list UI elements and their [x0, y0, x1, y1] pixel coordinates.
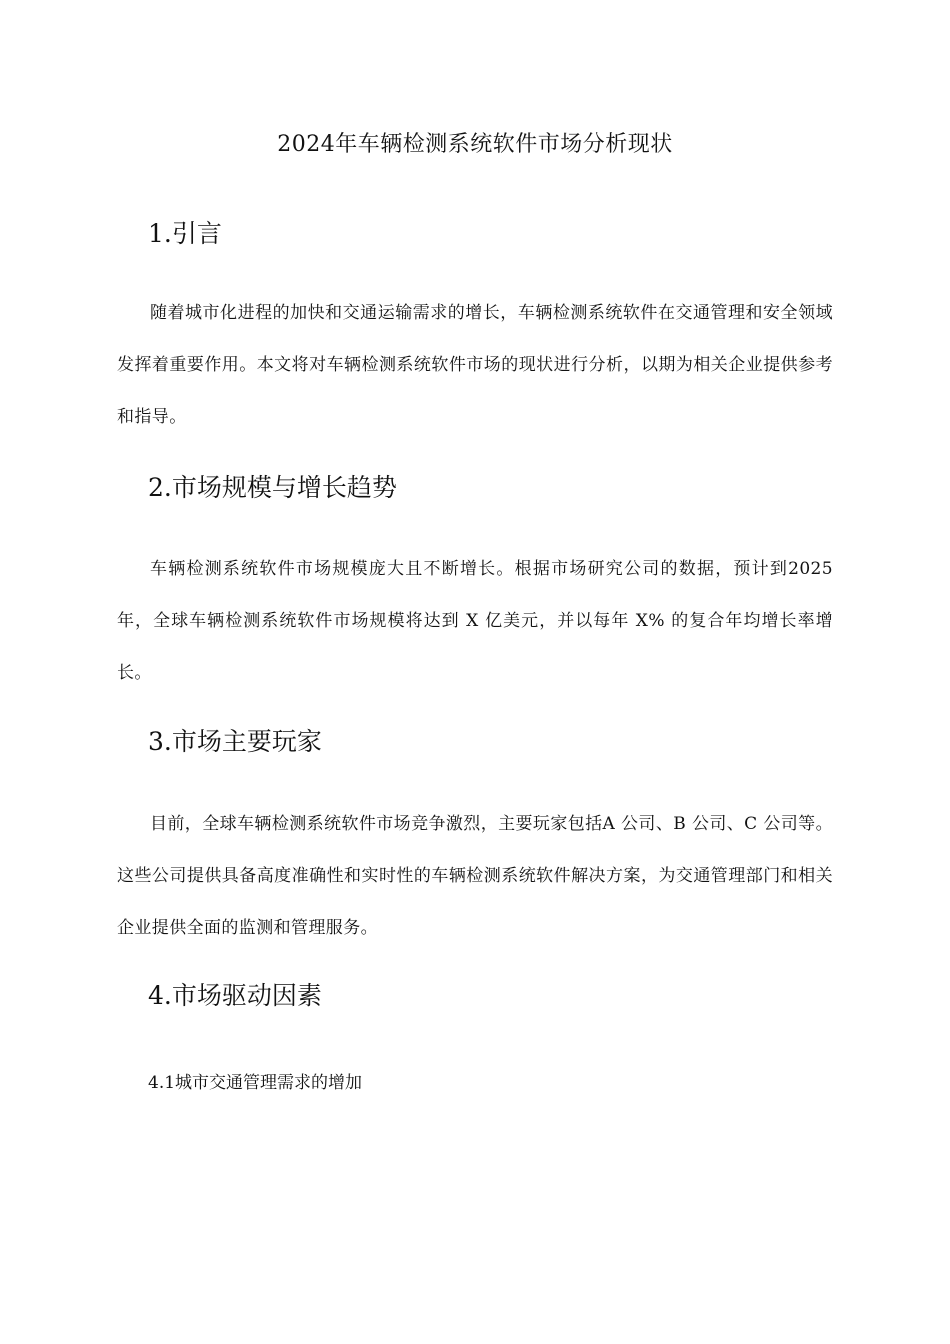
section-heading-major-players: 3.市场主要玩家: [148, 727, 322, 756]
subsection-heading-urban-traffic: 4.1城市交通管理需求的增加: [148, 1073, 363, 1093]
section-paragraph-market-size: 车辆检测系统软件市场规模庞大且不断增长。根据市场研究公司的数据，预计到2025 年，全球车辆检测系统软件市场规模将达到 X 亿美元，并以每年 X% 的复合年均增长率增长。: [117, 559, 833, 683]
section-paragraph-major-players: 目前，全球车辆检测系统软件市场竞争激烈，主要玩家包括A 公司、B 公司、C 公司等。这些公司提供具备高度准确性和实时性的车辆检测系统软件解决方案，为交通管理部门和相关企业提供全面的监测和管理服务。: [117, 814, 833, 938]
section-heading-market-drivers: 4.市场驱动因素: [148, 981, 322, 1010]
section-heading-market-size: 2.市场规模与增长趋势: [148, 473, 397, 502]
section-paragraph-introduction: 随着城市化进程的加快和交通运输需求的增长，车辆检测系统软件在交通管理和安全领域发挥着重要作用。本文将对车辆检测系统软件市场的现状进行分析，以期为相关企业提供参考和指导。: [117, 303, 833, 427]
section-heading-introduction: 1.引言: [148, 219, 222, 248]
document-title: 2024年车辆检测系统软件市场分析现状: [277, 132, 673, 157]
